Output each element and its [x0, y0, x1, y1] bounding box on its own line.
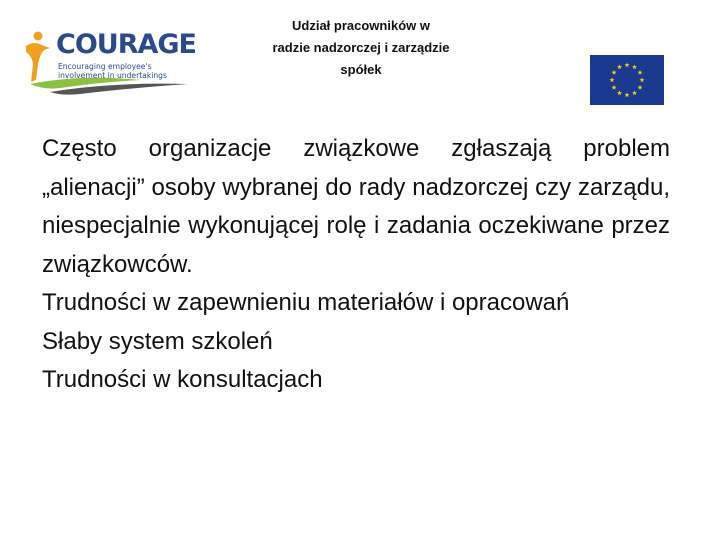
main-content — [42, 130, 670, 400]
header-title-line: spółek — [340, 62, 382, 77]
body-paragraph: Trudności w zapewnieniu materiałów i opracowań — [42, 289, 570, 316]
header-title — [236, 15, 486, 81]
logo-figure-head — [34, 32, 43, 41]
body-paragraph: Słaby system szkoleń — [42, 327, 273, 355]
logo-figure-body — [26, 43, 50, 82]
header-title-line: radzie nadzorczej i zarządzie — [272, 40, 450, 55]
eu-flag-icon — [590, 55, 664, 105]
courage-logo — [20, 24, 196, 100]
logo-tagline-line2: involvement in undertakings — [58, 71, 167, 80]
logo-tagline-line1: Encouraging employee's — [58, 62, 152, 71]
logo-wordmark: COURAGE — [56, 29, 196, 60]
body-paragraph: Trudności w konsultacjach — [42, 366, 323, 393]
body-paragraph: Często organizacje związkowe zgłaszają problem „alienacji” osoby wybranej do rady nadzorczej czy zarządu, niespecjalnie wykonującej rolę i zadania oczekiwane przez związkowców. — [42, 135, 670, 278]
header-title-line: Udział pracowników w — [292, 18, 430, 33]
eu-flag-graphic — [590, 55, 664, 105]
